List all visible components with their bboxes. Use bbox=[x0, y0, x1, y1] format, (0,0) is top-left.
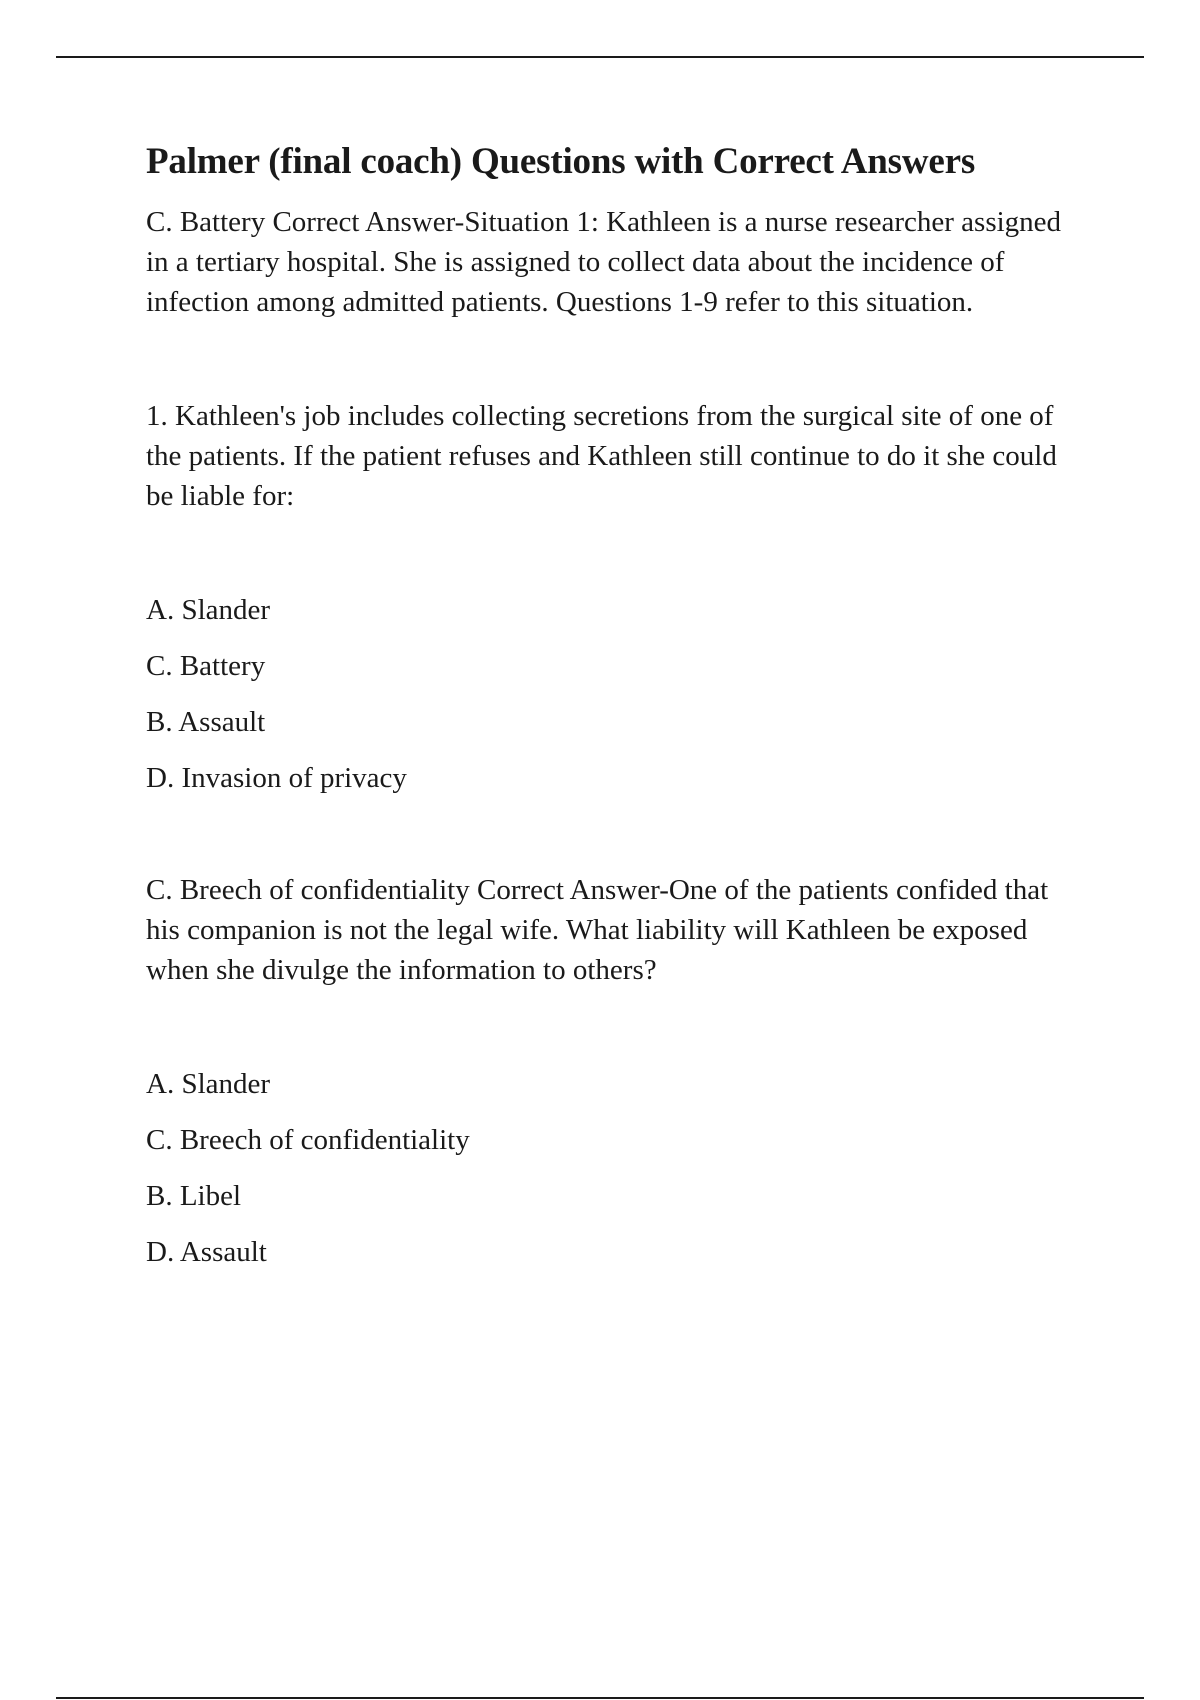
situation-intro: C. Battery Correct Answer-Situation 1: Kathleen is a nurse researcher assigned in a tertiary hospital. She is assigned to collect data about the incidence of infection among admitted patients. Questions 1-9 refer to this situation. bbox=[146, 206, 1062, 319]
question-2-text: C. Breech of confidentiality Correct Answer-One of the patients confided that his companion is not the legal wife. What liability will Kathleen be exposed when she divulge the information to others? bbox=[146, 874, 1049, 987]
question-2-options bbox=[146, 1064, 1086, 1288]
question-1-option-b: B. Assault bbox=[146, 706, 266, 739]
spacer bbox=[146, 814, 1086, 870]
document-body bbox=[146, 140, 1086, 1288]
spacer bbox=[146, 990, 1086, 1064]
question-2-option-b: B. Libel bbox=[146, 1180, 242, 1213]
question-1-text: 1. Kathleen's job includes collecting secretions from the surgical site of one of the patients. If the patient refuses and Kathleen still continue to do it she could be liable for: bbox=[146, 400, 1057, 513]
question-2-option-c: C. Breech of confidentiality bbox=[146, 1124, 470, 1157]
question-1-options bbox=[146, 590, 1086, 814]
question-1-option-c: C. Battery bbox=[146, 650, 266, 683]
top-rule bbox=[56, 56, 1144, 58]
document-title: Palmer (final coach) Questions with Correct Answers bbox=[146, 141, 976, 182]
question-1-option-a: A. Slander bbox=[146, 594, 271, 627]
question-2-option-d: D. Assault bbox=[146, 1236, 267, 1269]
question-1-option-d: D. Invasion of privacy bbox=[146, 762, 407, 795]
spacer bbox=[146, 322, 1086, 396]
question-2-option-a: A. Slander bbox=[146, 1068, 271, 1101]
spacer bbox=[146, 516, 1086, 590]
bottom-rule bbox=[56, 1697, 1144, 1699]
